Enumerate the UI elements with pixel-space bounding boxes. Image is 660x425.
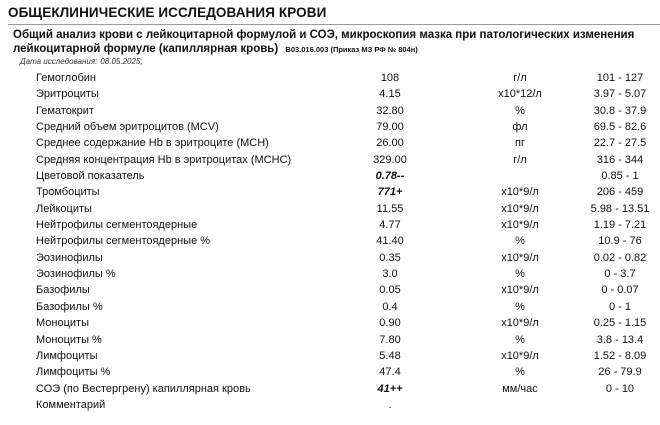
result-row <box>0 266 660 282</box>
result-value: 79.00 <box>376 121 404 134</box>
result-unit: % <box>515 268 525 281</box>
result-reference: 3.97 - 5.07 <box>593 88 647 101</box>
result-name: Базофилы % <box>36 300 103 313</box>
result-value: 4.15 <box>379 88 401 101</box>
result-reference: 0 - 0.07 <box>601 284 639 297</box>
result-unit: г/л <box>513 153 527 166</box>
result-value: 4.77 <box>379 219 401 232</box>
result-name: Базофилы <box>36 284 90 297</box>
result-value: 329.00 <box>373 153 407 166</box>
result-row <box>0 70 660 86</box>
result-name: Средняя концентрация Hb в эритроцитах (MCHC) <box>36 153 292 166</box>
result-name: Эритроциты <box>36 88 99 101</box>
result-unit: % <box>515 235 525 248</box>
result-row <box>0 103 660 119</box>
result-value: 0.05 <box>379 284 401 297</box>
result-value: 0.78-- <box>375 170 405 183</box>
result-row <box>0 135 660 151</box>
result-reference: 1.19 - 7.21 <box>593 219 647 232</box>
result-row <box>0 217 660 233</box>
result-value: 0.35 <box>379 251 401 264</box>
result-reference: 3.8 - 13.4 <box>596 333 644 346</box>
result-unit: % <box>515 366 525 379</box>
result-name: Моноциты <box>36 317 89 330</box>
result-unit: % <box>515 104 525 117</box>
result-name: Лимфоциты % <box>36 366 111 379</box>
results-table <box>0 70 660 413</box>
result-row <box>0 86 660 102</box>
result-row <box>0 299 660 315</box>
result-name: Лейкоциты <box>36 202 92 215</box>
result-reference: 0 - 10 <box>605 382 635 395</box>
result-unit: % <box>515 333 525 346</box>
result-unit: x10*9/л <box>501 349 539 362</box>
result-value: 3.0 <box>382 268 398 281</box>
result-row <box>0 315 660 331</box>
result-value: 47.4 <box>379 366 401 379</box>
result-name: Нейтрофилы сегментоядерные <box>36 219 198 232</box>
result-name: Гематокрит <box>36 104 94 117</box>
result-unit: фл <box>512 121 528 134</box>
study-date-label: Дата исследования: <box>20 57 98 66</box>
result-value: 41.40 <box>376 235 404 248</box>
result-row <box>0 184 660 200</box>
title-divider <box>8 24 660 25</box>
result-name: Средний объем эритроцитов (MCV) <box>36 121 219 134</box>
result-unit: мм/час <box>502 382 538 395</box>
result-reference: 5.98 - 13.51 <box>590 202 650 215</box>
result-name: Эозинофилы <box>36 251 103 264</box>
result-reference: 26 - 79.9 <box>598 366 642 379</box>
result-unit: x10*9/л <box>501 251 539 264</box>
study-date <box>20 57 143 66</box>
result-row <box>0 282 660 298</box>
result-name: Среднее содержание Hb в эритроците (MCH) <box>36 137 269 150</box>
result-reference: 1.52 - 8.09 <box>593 349 647 362</box>
result-name: СОЭ (по Вестергрену) капиллярная кровь <box>36 382 251 395</box>
page-title: ОБЩЕКЛИНИЧЕСКИЕ ИССЛЕДОВАНИЯ КРОВИ <box>8 5 327 20</box>
result-value: 0.90 <box>379 317 401 330</box>
result-unit: пг <box>515 137 525 150</box>
result-unit: x10*9/л <box>501 202 539 215</box>
result-reference: 0.25 - 1.15 <box>593 317 647 330</box>
result-unit: г/л <box>513 72 527 84</box>
result-value: 26.00 <box>376 137 404 150</box>
result-name: Комментарий <box>36 398 106 411</box>
result-row <box>0 397 660 413</box>
result-unit: x10*12/л <box>498 88 542 101</box>
result-reference: 10.9 - 76 <box>598 235 642 248</box>
result-unit: x10*9/л <box>501 186 539 199</box>
result-value: 7.80 <box>379 333 401 346</box>
result-value: 5.48 <box>379 349 401 362</box>
result-row <box>0 119 660 135</box>
result-reference: 30.8 - 37.9 <box>593 104 647 117</box>
result-row <box>0 168 660 184</box>
result-reference: 0.85 - 1 <box>601 170 639 183</box>
result-value: 11.55 <box>376 202 404 215</box>
result-name: Лимфоциты <box>36 349 98 362</box>
result-row <box>0 364 660 380</box>
result-reference: 69.5 - 82.6 <box>593 121 647 134</box>
result-row <box>0 250 660 266</box>
result-reference: 0 - 3.7 <box>604 268 636 281</box>
result-reference: 316 - 344 <box>596 153 644 166</box>
analysis-heading <box>13 28 658 57</box>
result-reference: 101 - 127 <box>596 72 644 84</box>
result-unit: x10*9/л <box>501 317 539 330</box>
result-value: . <box>388 398 392 411</box>
result-name: Нейтрофилы сегментоядерные % <box>36 235 211 248</box>
result-value: 32.80 <box>376 104 404 117</box>
result-row <box>0 381 660 397</box>
result-reference: 206 - 459 <box>596 186 644 199</box>
result-value: 771+ <box>377 186 403 199</box>
result-row <box>0 201 660 217</box>
result-name: Цветовой показатель <box>36 170 145 183</box>
result-row <box>0 152 660 168</box>
result-value: 41++ <box>377 382 403 395</box>
result-row <box>0 332 660 348</box>
result-unit: x10*9/л <box>501 284 539 297</box>
result-unit: % <box>515 300 525 313</box>
analysis-name: Общий анализ крови с лейкоцитарной формулой и СОЭ, микроскопия мазка при патологических изменения лейкоцитарной формуле (капиллярная кровь) <box>13 29 635 55</box>
result-name: Гемоглобин <box>36 72 96 84</box>
result-reference: 0 - 1 <box>608 300 631 313</box>
result-value: 0.4 <box>382 300 398 313</box>
result-reference: 0.02 - 0.82 <box>593 251 647 264</box>
result-row <box>0 233 660 249</box>
analysis-code: B03.016.003 (Приказ МЗ РФ № 804н) <box>285 45 418 54</box>
result-reference: 22.7 - 27.5 <box>593 137 647 150</box>
study-date-value: 08.05.2025; <box>100 57 143 66</box>
result-unit: x10*9/л <box>501 219 539 232</box>
result-name: Эозинофилы % <box>36 268 116 281</box>
result-name: Моноциты % <box>36 333 102 346</box>
result-row <box>0 348 660 364</box>
result-name: Тромбоциты <box>36 186 100 199</box>
result-value: 108 <box>380 72 400 84</box>
